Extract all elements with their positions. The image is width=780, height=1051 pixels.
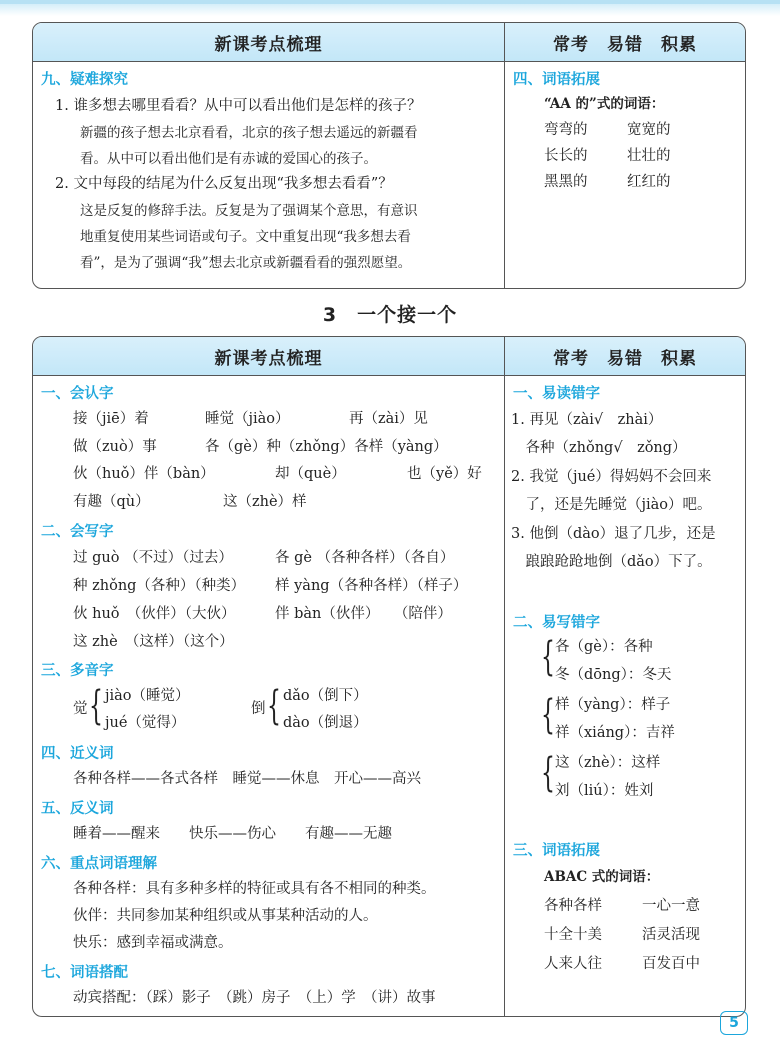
polyphone-reading: dào（倒退） bbox=[283, 715, 368, 731]
error-item: 1. 再见（zài√ zhài） bbox=[511, 412, 663, 428]
write-char: 伴 bàn（伙伴） （陪伴） bbox=[275, 606, 452, 622]
write-char: 过 guò （不过）（过去） bbox=[73, 550, 233, 566]
pinyin-char: 再（zài）见 bbox=[349, 411, 428, 427]
word: 一心一意 bbox=[642, 898, 700, 914]
question-1: 1. 谁多想去哪里看看？从中可以看出他们是怎样的孩子？ bbox=[55, 98, 422, 114]
bottom-divider bbox=[504, 337, 505, 1016]
confusable-char: 这（zhè）：这样 bbox=[555, 755, 661, 771]
polyphone-reading: jué（觉得） bbox=[105, 715, 186, 731]
confusable-char: 样（yàng）：样子 bbox=[555, 697, 671, 713]
polyphone-char: 倒 bbox=[251, 701, 266, 717]
word-category: “AA 的”式的词语： bbox=[544, 96, 665, 112]
section-heading: 五、反义词 bbox=[41, 801, 114, 817]
answer-1-line-2: 看。从中可以看出他们是有赤诚的爱国心的孩子。 bbox=[80, 151, 377, 167]
word: 各种各样 bbox=[544, 898, 602, 914]
brace-icon: { bbox=[267, 683, 281, 729]
section-heading: 九、疑难探究 bbox=[41, 72, 128, 88]
section-heading: 六、重点词语理解 bbox=[41, 856, 157, 872]
confusable-char: 各（gè）：各种 bbox=[555, 639, 653, 655]
word: 长长的 bbox=[544, 148, 588, 164]
pinyin-char: 这（zhè）样 bbox=[223, 494, 307, 510]
error-item: 3. 他倒（dào）退了几步，还是 bbox=[511, 526, 716, 542]
antonym-line: 睡着——醒来 快乐——伤心 有趣——无趣 bbox=[73, 826, 392, 842]
pinyin-char: 接（jiē）着 bbox=[73, 411, 149, 427]
write-char: 种 zhǒng（各种）（种类） bbox=[73, 578, 246, 594]
confusable-char: 刘（liú）：姓刘 bbox=[555, 783, 654, 799]
polyphone-reading: jiào（睡觉） bbox=[105, 688, 190, 704]
word: 十全十美 bbox=[544, 927, 602, 943]
write-char: 各 gè （各种各样）（各自） bbox=[275, 550, 455, 566]
section-heading: 一、会认字 bbox=[41, 386, 114, 402]
polyphone-reading: dǎo（倒下） bbox=[283, 688, 368, 704]
word: 壮壮的 bbox=[627, 148, 671, 164]
error-item: 各种（zhǒng√ zǒng） bbox=[511, 440, 687, 456]
question-2: 2. 文中每段的结尾为什么反复出现“我多想去看看”？ bbox=[55, 176, 393, 192]
word: 活灵活现 bbox=[642, 927, 700, 943]
collocation-line: 动宾搭配：（踩）影子 （跳）房子 （上）学 （讲）故事 bbox=[73, 990, 436, 1006]
pinyin-char: 做（zuò）事 bbox=[73, 439, 157, 455]
definition: 伙伴：共同参加某种组织或从事某种活动的人。 bbox=[73, 908, 378, 924]
pinyin-char: 各（gè）种（zhǒng）各样（yàng） bbox=[205, 439, 448, 455]
word: 红红的 bbox=[627, 174, 671, 190]
word: 黑黑的 bbox=[544, 174, 588, 190]
section-heading: 四、近义词 bbox=[41, 746, 114, 762]
definition: 各种各样：具有多种多样的特征或具有各不相同的种类。 bbox=[73, 881, 436, 897]
write-char: 样 yàng（各种各样）（样子） bbox=[275, 578, 468, 594]
word-category: ABAC 式的词语： bbox=[544, 869, 660, 885]
answer-1-line-1: 新疆的孩子想去北京看看，北京的孩子想去遥远的新疆看 bbox=[80, 125, 418, 141]
page-number: 5 bbox=[720, 1011, 748, 1035]
word: 弯弯的 bbox=[544, 122, 588, 138]
top-decoration-line bbox=[0, 0, 780, 4]
brace-icon: { bbox=[541, 692, 555, 738]
top-right-header: 常考 易错 积累 bbox=[505, 23, 745, 62]
definition: 快乐：感到幸福或满意。 bbox=[73, 935, 233, 951]
section-heading: 三、多音字 bbox=[41, 663, 114, 679]
pinyin-char: 有趣（qù） bbox=[73, 494, 150, 510]
brace-icon: { bbox=[541, 750, 555, 796]
answer-2-line-1: 这是反复的修辞手法。反复是为了强调某个意思，有意识 bbox=[80, 203, 418, 219]
bottom-right-header: 常考 易错 积累 bbox=[505, 337, 745, 376]
word: 宽宽的 bbox=[627, 122, 671, 138]
write-char: 这 zhè （这样）（这个） bbox=[73, 634, 234, 650]
top-divider bbox=[504, 23, 505, 288]
error-item: 2. 我觉（jué）得妈妈不会回来 bbox=[511, 469, 712, 485]
bottom-left-header: 新课考点梳理 bbox=[33, 337, 504, 376]
section-heading: 四、词语拓展 bbox=[513, 72, 600, 88]
polyphone-char: 觉 bbox=[73, 701, 88, 717]
pinyin-char: 睡觉（jiào） bbox=[205, 411, 290, 427]
section-heading: 二、易写错字 bbox=[513, 615, 600, 631]
confusable-char: 祥（xiáng）：吉祥 bbox=[555, 725, 675, 741]
section-heading: 二、会写字 bbox=[41, 524, 114, 540]
brace-icon: { bbox=[541, 634, 555, 680]
section-heading: 三、词语拓展 bbox=[513, 843, 600, 859]
pinyin-char: 也（yě）好 bbox=[407, 466, 482, 482]
word: 百发百中 bbox=[642, 956, 700, 972]
write-char: 伙 huǒ （伙伴）（大伙） bbox=[73, 606, 236, 622]
top-panel bbox=[32, 22, 746, 289]
error-item: 踉踉跄跄地倒（dǎo）下了。 bbox=[511, 554, 712, 570]
answer-2-line-2: 地重复使用某些词语或句子。文中重复出现“我多想去看 bbox=[80, 229, 411, 245]
confusable-char: 冬（dōng）：冬天 bbox=[555, 667, 672, 683]
word: 人来人往 bbox=[544, 956, 602, 972]
brace-icon: { bbox=[89, 683, 103, 729]
section-heading: 一、易读错字 bbox=[513, 386, 600, 402]
error-item: 了，还是先睡觉（jiào）吧。 bbox=[511, 497, 712, 513]
answer-2-line-3: 看”，是为了强调“我”想去北京或新疆看看的强烈愿望。 bbox=[80, 255, 412, 271]
lesson-title: 3 一个接一个 bbox=[322, 304, 458, 326]
bottom-panel bbox=[32, 336, 746, 1017]
section-heading: 七、词语搭配 bbox=[41, 965, 128, 981]
top-left-header: 新课考点梳理 bbox=[33, 23, 504, 62]
pinyin-char: 却（què） bbox=[275, 466, 346, 482]
synonym-line: 各种各样——各式各样 睡觉——休息 开心——高兴 bbox=[73, 771, 421, 787]
pinyin-char: 伙（huǒ）伴（bàn） bbox=[73, 466, 215, 482]
